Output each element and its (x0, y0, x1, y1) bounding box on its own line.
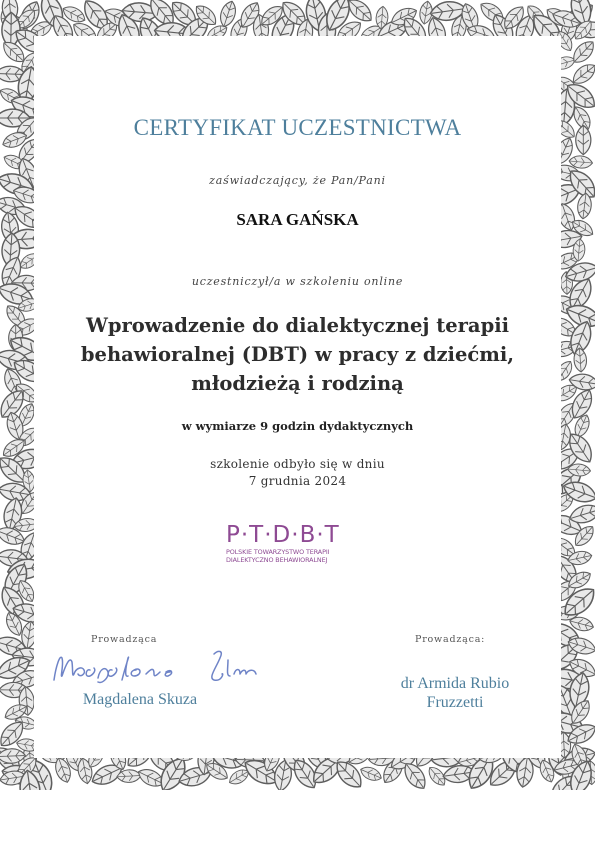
logo-letters: P·T·D·B·T (226, 522, 340, 548)
leaf-ornament (358, 764, 383, 783)
training-date-label: szkolenie odbyło się w dniu (210, 457, 385, 471)
training-hours: w wymiarze 9 godzin dydaktycznych (181, 419, 414, 433)
lead-right-name-line: Fruzzetti (426, 694, 484, 711)
course-title-line: Wprowadzenie do dialektycznej terapii (85, 314, 510, 337)
logo-text-line: DIALEKTYCZNO BEHAWIORALNEJ (226, 556, 328, 564)
leaf-ornament (0, 748, 26, 763)
lead-right-name-line: dr Armida Rubio (400, 675, 510, 692)
training-date: 7 grudnia 2024 (248, 474, 347, 488)
course-title-line: młodzieżą i rodziną (191, 372, 404, 395)
course-title-line: behawioralnej (DBT) w pracy z dziećmi, (80, 343, 515, 366)
lead-right-name (375, 674, 535, 712)
lead-left-label: Prowadząca (91, 634, 158, 645)
certificate-title: CERTYFIKAT UCZESTNICTWA (133, 115, 462, 140)
participation-text: uczestniczył/a w szkoleniu online (191, 275, 404, 288)
participant-name: SARA GAŃSKA (236, 210, 359, 229)
course-title (40, 311, 555, 398)
certifying-text: zaświadczający, że Pan/Pani (209, 174, 386, 187)
logo-text-line: POLSKIE TOWARZYSTWO TERAPII (226, 548, 330, 556)
lead-right-label: Prowadząca: (415, 634, 486, 645)
lead-left-name: Magdalena Skuza (82, 691, 198, 708)
ptdbt-logo (226, 522, 376, 564)
